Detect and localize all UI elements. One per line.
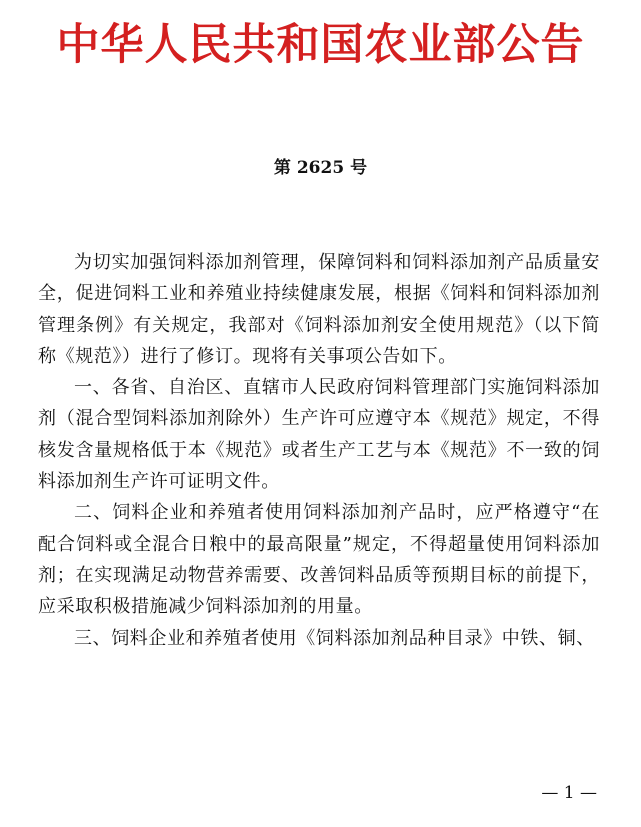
page-number: — 1 — [541,783,597,803]
document-number: 第 2625 号 [273,158,368,178]
body-paragraph-intro: 为切实加强饲料添加剂管理，保障饲料和饲料添加剂产品质量安全，促进饲料工业和养殖业持续健康发展，根据《饲料和饲料添加剂管理条例》有关规定，我部对《饲料添加剂安全使用规范》（以下简称《规范》）进行了修订。现将有关事项公告如下。 [38,252,600,367]
body-paragraph-item-1: 一、各省、自治区、直辖市人民政府饲料管理部门实施饲料添加剂（混合型饲料添加剂除外）生产许可应遵守本《规范》规定，不得核发含量规格低于本《规范》或者生产工艺与本《规范》不一致的饲料添加剂生产许可证明文件。 [38,377,600,493]
body-paragraph-item-3: 三、饲料企业和养殖者使用《饲料添加剂品种目录》中铁、铜、 [74,627,595,649]
document-body [38,247,600,654]
body-paragraph-item-2: 二、饲料企业和养殖者使用饲料添加剂产品时，应严格遵守“在配合饲料或全混合日粮中的最高限量”规定，不得超量使用饲料添加剂；在实现满足动物营养需要、改善饲料品质等预期目标的前提下，应采取积极措施减少饲料添加剂的用量。 [38,502,600,618]
announcement-masthead: 中华人民共和国农业部公告 [56,20,585,70]
